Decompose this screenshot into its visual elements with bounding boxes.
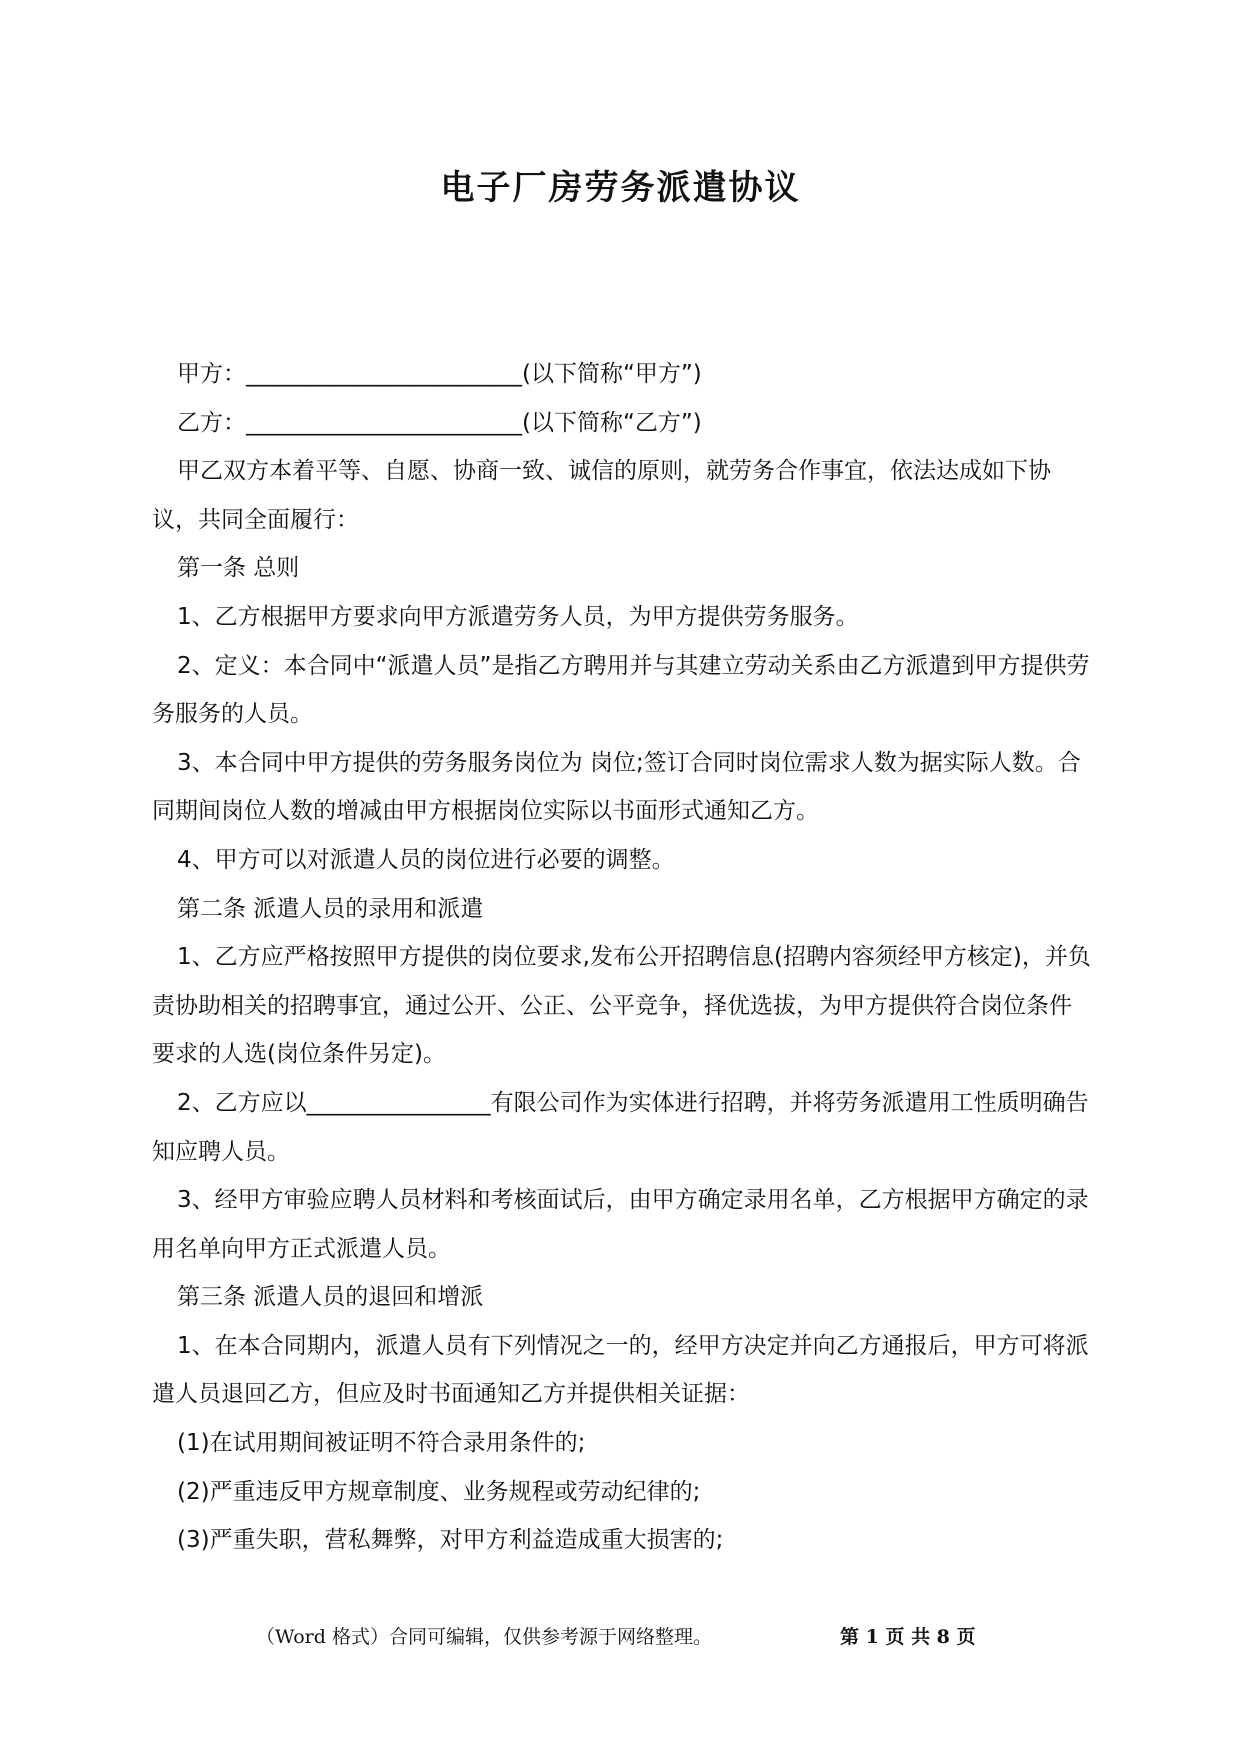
clause-paragraph: 3、本合同中甲方提供的劳务服务岗位为 岗位;签订合同时岗位需求人数为据实际人数。合同期间岗位人数的增减由甲方根据岗位实际以书面形式通知乙方。 (152, 749, 1081, 825)
clause-paragraph: 3、经甲方审验应聘人员材料和考核面试后，由甲方确定录用名单，乙方根据甲方确定的录用名单向甲方正式派遣人员。 (152, 1187, 1089, 1262)
preamble-paragraph: 甲乙双方本着平等、自愿、协商一致、诚信的原则，就劳务合作事宜，依法达成如下协议，共同全面履行： (152, 458, 1051, 533)
party-b-line: 乙方：________________________(以下简称“乙方”) (177, 409, 702, 436)
footer-note: （Word 格式）合同可编辑，仅供参考源于网络整理。 (256, 1626, 712, 1648)
page-footer (0, 1622, 1241, 1652)
list-item: (2)严重违反甲方规章制度、业务规程或劳动纪律的; (177, 1478, 701, 1505)
clause-paragraph: 1、乙方应严格按照甲方提供的岗位要求,发布公开招聘信息(招聘内容须经甲方核定)，并负责协助相关的招聘事宜，通过公开、公正、公平竞争，择优选拔，为甲方提供符合岗位条件要求的人选(岗位条件另定)。 (152, 944, 1091, 1068)
clause-paragraph: 1、乙方根据甲方要求向甲方派遣劳务人员，为甲方提供劳务服务。 (177, 603, 859, 630)
article-heading: 第二条 派遣人员的录用和派遣 (177, 895, 484, 922)
article-heading: 第三条 派遣人员的退回和增派 (177, 1284, 484, 1311)
party-a-line: 甲方：________________________(以下简称“甲方”) (177, 361, 702, 387)
article-heading: 第一条 总则 (177, 555, 300, 582)
list-item: (3)严重失职，营私舞弊，对甲方利益造成重大损害的; (177, 1527, 724, 1554)
document-body (152, 350, 1092, 1565)
clause-paragraph: 2、定义：本合同中“派遣人员”是指乙方聘用并与其建立劳动关系由乙方派遣到甲方提供劳务服务的人员。 (152, 652, 1090, 728)
page-number: 第 1 页 共 8 页 (840, 1626, 976, 1648)
clause-paragraph: 1、在本合同期内，派遣人员有下列情况之一的，经甲方决定并向乙方通报后，甲方可将派遣人员退回乙方，但应及时书面通知乙方并提供相关证据： (152, 1332, 1089, 1408)
clause-paragraph: 2、乙方应以________________有限公司作为实体进行招聘，并将劳务派遣用工性质明确告知应聘人员。 (152, 1089, 1089, 1165)
document-title: 电子厂房劳务派遣协议 (440, 168, 801, 208)
list-item: (1)在试用期间被证明不符合录用条件的; (177, 1430, 586, 1457)
clause-paragraph: 4、甲方可以对派遣人员的岗位进行必要的调整。 (177, 846, 675, 873)
